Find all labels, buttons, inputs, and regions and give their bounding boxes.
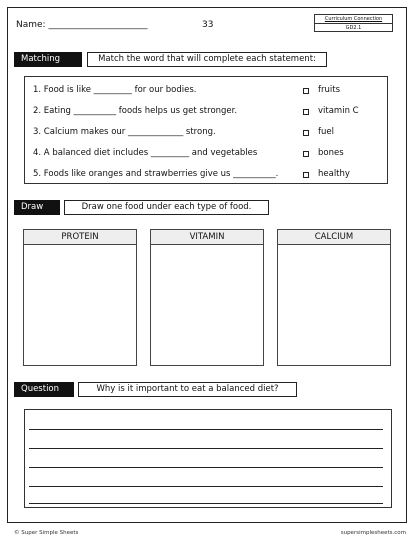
footer-website: supersimplesheets.com <box>340 530 406 536</box>
checkbox-icon[interactable] <box>303 151 309 157</box>
writing-line <box>29 467 383 468</box>
curriculum-code: GD2.1 <box>345 25 362 31</box>
writing-line <box>29 503 383 504</box>
writing-line <box>29 448 383 449</box>
draw-section-tag: Draw <box>14 200 60 215</box>
checkbox-icon[interactable] <box>303 130 309 136</box>
checkbox-icon[interactable] <box>303 109 309 115</box>
matching-instruction: Match the word that will complete each statement: <box>87 52 327 67</box>
matching-statement: 3. Calcium makes our _____________ strong. <box>33 127 216 137</box>
option-label: fuel <box>318 127 334 137</box>
checkbox-icon[interactable] <box>303 88 309 94</box>
matching-statement: 5. Foods like oranges and strawberries give us __________. <box>33 169 279 179</box>
draw-instruction: Draw one food under each type of food. <box>64 200 269 215</box>
name-field-label: Name: ______________________ <box>16 20 148 30</box>
curriculum-connection-title: Curriculum Connection <box>315 15 392 24</box>
option-label: fruits <box>318 85 340 95</box>
matching-section-tag: Matching <box>14 52 82 67</box>
option-label: healthy <box>318 169 350 179</box>
matching-statement: 1. Food is like _________ for our bodies. <box>33 85 197 95</box>
vitamin-drawing-box[interactable] <box>150 229 264 366</box>
option-label: bones <box>318 148 344 158</box>
calcium-header: CALCIUM <box>278 230 390 245</box>
footer-copyright: © Super Simple Sheets <box>14 530 79 536</box>
question-prompt: Why is it important to eat a balanced diet? <box>78 382 297 397</box>
matching-statement: 4. A balanced diet includes _________ and vegetables <box>33 148 258 158</box>
answer-box[interactable] <box>24 409 392 508</box>
writing-line <box>29 486 383 487</box>
option-label: vitamin C <box>318 106 359 116</box>
matching-statement: 2. Eating __________ foods helps us get stronger. <box>33 106 238 116</box>
curriculum-connection-box <box>314 14 393 32</box>
page-number: 33 <box>202 20 214 30</box>
writing-line <box>29 429 383 430</box>
vitamin-header: VITAMIN <box>151 230 263 245</box>
calcium-drawing-box[interactable] <box>277 229 391 366</box>
question-section-tag: Question <box>14 382 74 397</box>
protein-drawing-box[interactable] <box>23 229 137 366</box>
protein-header: PROTEIN <box>24 230 136 245</box>
checkbox-icon[interactable] <box>303 172 309 178</box>
